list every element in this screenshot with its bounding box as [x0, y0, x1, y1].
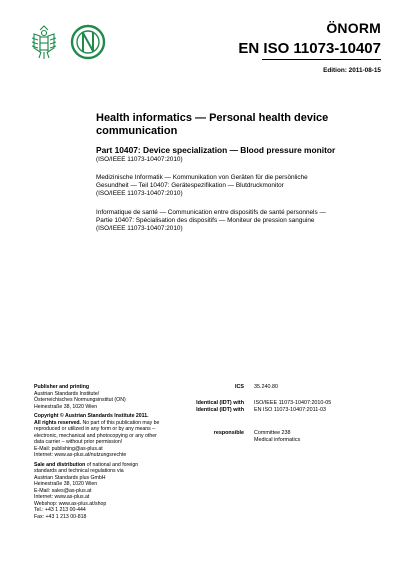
- webshop-link[interactable]: Webshop: www.as-plus.at/shop: [34, 500, 107, 507]
- french-title: [96, 209, 386, 234]
- identical-label-1: Identical (IDT) with: [196, 400, 244, 406]
- responsible-committee: Committee 238: [254, 430, 291, 436]
- french-title-line: Partie 10407: Spécialisation des dispositifs — Moniteur de pression sanguine: [96, 216, 315, 224]
- sales-email[interactable]: E-Mail: sales@as-plus.at: [34, 487, 92, 494]
- ics-label: ICS: [235, 384, 244, 390]
- sales-internet[interactable]: Internet: www.as-plus.at: [34, 494, 90, 500]
- austrian-eagle-icon: [32, 26, 56, 59]
- fax: Fax: +43 1 213 00-818: [34, 513, 87, 520]
- edition-date: Edition: 2011-08-15: [323, 67, 381, 74]
- publisher-block: [34, 384, 174, 520]
- title-block: [96, 112, 386, 233]
- publisher-line: Österreichisches Normungsinstitut (ON): [34, 397, 126, 403]
- copyright-heading: Copyright © Austrian Standards Institute 2011.: [34, 413, 149, 419]
- sale-detail-line: standards and technical regulations via: [34, 468, 124, 474]
- german-title: [96, 174, 386, 199]
- telephone: Tel.: +43 1 213 00-444: [34, 507, 86, 513]
- standard-number: EN ISO 11073-10407: [238, 40, 381, 57]
- main-title: [96, 112, 386, 137]
- on-logo-icon: [72, 26, 104, 58]
- publisher-heading: Publisher and printing: [34, 384, 90, 390]
- sale-detail-line: Heinestraße 38, 1020 Wien: [34, 481, 98, 487]
- main-title-line: Health informatics — Personal health device: [96, 112, 329, 124]
- header-divider: [262, 59, 381, 60]
- sale-bold: Sale and distribution: [34, 461, 86, 468]
- german-title-line: (ISO/IEEE 11073-10407:2010): [96, 190, 183, 198]
- responsible-label: responsible: [213, 430, 244, 436]
- german-title-line: Gesundheit — Teil 10407: Gerätespezifikation — Blutdruckmonitor: [96, 182, 284, 190]
- german-title-line: Medizinische Informatik — Kommunikation von Geräten für die persönliche: [96, 174, 308, 181]
- rights-rest: No part of this publication may be: [81, 419, 160, 426]
- sale-detail-line: Austrian Standards plus GmbH: [34, 474, 106, 481]
- main-title-line: communication: [96, 124, 178, 137]
- identical-label-2: Identical (IDT) with: [196, 407, 244, 413]
- publisher-line: Heinestraße 38, 1020 Wien: [34, 403, 98, 410]
- french-title-line: (ISO/IEEE 11073-10407:2010): [96, 225, 183, 233]
- ics-value: 35.240.80: [254, 384, 278, 390]
- copyright-line: reproduced or utilized in any form or by any means –: [34, 426, 156, 432]
- rights-internet[interactable]: Internet: www.as-plus.at/nutzungsrechte: [34, 452, 127, 458]
- copyright-line: data carrier – without prior permission!: [34, 439, 123, 445]
- copyright-line: electronic, mechanical and photocopying or any other: [34, 432, 157, 439]
- publishing-email[interactable]: E-Mail: publishing@as-plus.at: [34, 445, 103, 452]
- publisher-line: Austrian Standards Institute/: [34, 390, 100, 397]
- identical-value-1: ISO/IEEE 11073-10407:2010-05: [254, 400, 332, 406]
- austrian-eagle-and-on-logo: [30, 22, 112, 62]
- standard-brand: ÖNORM: [326, 20, 381, 36]
- identical-value-2: EN ISO 11073-10407:2011-03: [254, 407, 327, 413]
- part-title: Part 10407: Device specialization — Blood pressure monitor: [96, 145, 336, 155]
- rights-bold: All rights reserved.: [34, 419, 81, 426]
- french-title-line: Informatique de santé — Communication entre dispositifs de santé personnels —: [96, 208, 326, 216]
- sale-rest: of national and foreign: [85, 461, 139, 468]
- part-reference: (ISO/IEEE 11073-10407:2010): [96, 156, 183, 163]
- responsible-field: Medical informatics: [254, 437, 301, 443]
